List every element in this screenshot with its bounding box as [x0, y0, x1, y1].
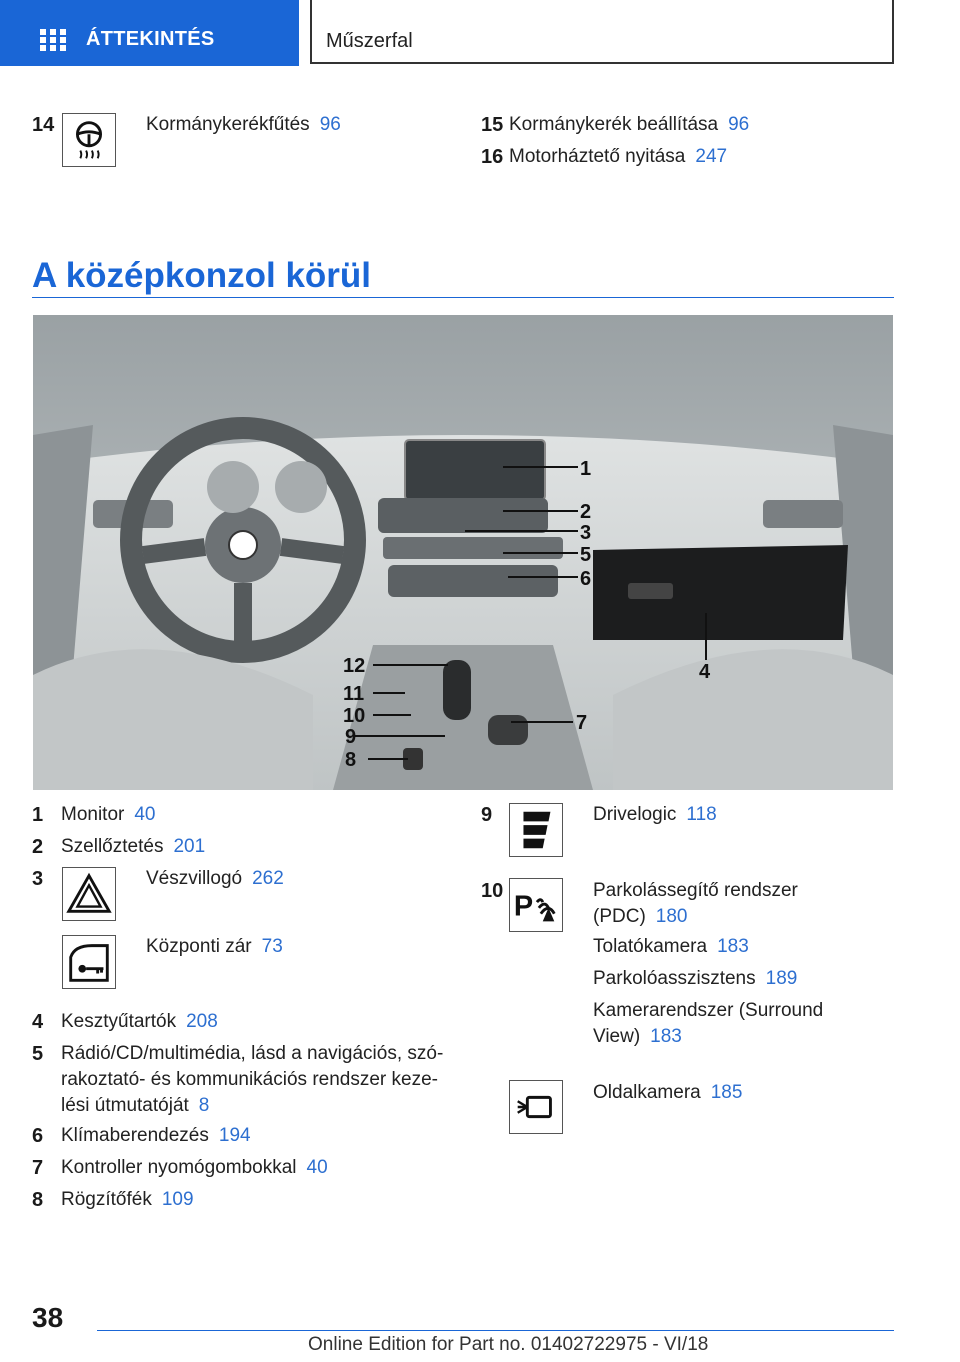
item-label — [146, 866, 284, 892]
item-number: 10 — [481, 880, 504, 902]
callout-label: 7 — [576, 712, 588, 734]
item-text-line: lési útmutatóját — [61, 1095, 189, 1116]
edition-text: Online Edition for Part no. 01402722975 - VI/18 — [308, 1334, 709, 1355]
page-ref-link[interactable]: 183 — [717, 936, 749, 957]
item-label — [61, 1187, 194, 1213]
item-label — [593, 802, 717, 828]
item-text: Drivelogic — [593, 804, 677, 825]
item-label — [593, 966, 797, 992]
callout-label: 6 — [580, 568, 592, 590]
callout-label: 12 — [343, 655, 366, 677]
page-ref-link[interactable]: 180 — [655, 906, 688, 927]
footer-divider — [97, 1330, 894, 1331]
page-number: 38 — [32, 1302, 64, 1333]
callout-label: 9 — [345, 726, 357, 748]
page-ref-link[interactable]: 185 — [710, 1082, 743, 1103]
heated-steering-wheel-icon — [62, 113, 116, 167]
item-text-line: rakoztató- és kommunikációs rendszer keze- — [61, 1069, 438, 1090]
item-label — [146, 934, 283, 960]
item-label — [61, 834, 205, 860]
item-text-line: (PDC) — [593, 906, 646, 927]
item-text-line: Parkolássegítő rendszer — [593, 880, 798, 901]
drivelogic-icon — [509, 803, 563, 857]
item-label — [509, 112, 749, 138]
item-number: 9 — [481, 804, 493, 826]
page-ref-link[interactable]: 262 — [252, 868, 284, 889]
item-text: Kormánykerék beállítása — [509, 114, 719, 135]
item-label — [593, 998, 823, 1050]
item-text: Kontroller nyomógombokkal — [61, 1157, 297, 1178]
central-lock-icon — [62, 935, 116, 989]
item-number: 3 — [32, 868, 44, 890]
page-ref-link[interactable]: 8 — [198, 1095, 210, 1116]
callout-label: 4 — [699, 661, 711, 683]
section-title: A középkonzol körül — [32, 256, 372, 295]
item-text-line: Rádió/CD/multimédia, lásd a navigációs, szó- — [61, 1043, 444, 1064]
section-label: ÁTTEKINTÉS — [86, 28, 215, 50]
item-number: 2 — [32, 836, 44, 858]
callout-label: 10 — [343, 705, 366, 727]
page-ref-link[interactable]: 183 — [650, 1026, 682, 1047]
page-ref-link[interactable]: 208 — [186, 1011, 218, 1032]
page-ref-link[interactable]: 73 — [261, 936, 283, 957]
page-ref-link[interactable]: 96 — [319, 114, 341, 135]
item-number: 4 — [32, 1011, 44, 1033]
chapter-label: Műszerfal — [326, 30, 413, 52]
item-number: 8 — [32, 1189, 44, 1211]
item-text: Központi zár — [146, 936, 252, 957]
item-text: Kormánykerékfűtés — [146, 114, 310, 135]
item-text: Oldalkamera — [593, 1082, 701, 1103]
item-number: 5 — [32, 1043, 44, 1065]
page-ref-link[interactable]: 96 — [728, 114, 750, 135]
page-ref-link[interactable]: 201 — [173, 836, 206, 857]
page-ref-link[interactable]: 194 — [218, 1125, 251, 1146]
callout-label: 5 — [580, 544, 592, 566]
item-number: 14 — [32, 114, 55, 136]
cockpit-illustration — [33, 315, 893, 790]
callout-label: 1 — [580, 458, 592, 480]
item-number: 7 — [32, 1157, 44, 1179]
item-label — [61, 1009, 218, 1035]
item-text: Klímaberendezés — [61, 1125, 209, 1146]
page-ref-link[interactable]: 118 — [686, 804, 717, 825]
page-ref-link[interactable]: 189 — [765, 968, 798, 989]
pdc-icon — [509, 878, 563, 932]
item-text: Szellőztetés — [61, 836, 164, 857]
callout-label: 8 — [345, 749, 357, 771]
svg-text:P: P — [513, 890, 534, 923]
page-ref-link[interactable]: 40 — [134, 804, 156, 825]
item-text: Motorháztető nyitása — [509, 146, 686, 167]
item-label — [61, 802, 156, 828]
page-ref-link[interactable]: 247 — [695, 146, 728, 167]
item-label — [61, 1041, 443, 1119]
page-ref-link[interactable]: 109 — [161, 1189, 194, 1210]
item-text: Tolatókamera — [593, 936, 708, 957]
section-tab[interactable] — [0, 0, 299, 66]
item-text-line: View) — [593, 1026, 641, 1047]
item-text-line: Kamerarendszer (Surround — [593, 1000, 824, 1021]
item-text: Kesztyűtartók — [61, 1011, 177, 1032]
page-ref-link[interactable]: 40 — [306, 1157, 328, 1178]
item-number: 16 — [481, 146, 504, 168]
grid-menu-icon — [40, 29, 66, 51]
item-label — [61, 1123, 251, 1149]
item-label — [509, 144, 727, 170]
callout-label: 11 — [343, 683, 365, 705]
chapter-tab[interactable] — [310, 0, 894, 64]
item-label — [593, 934, 749, 960]
section-divider — [32, 297, 894, 298]
side-camera-icon — [509, 1080, 563, 1134]
hazard-warning-icon — [62, 867, 116, 921]
item-text: Monitor — [61, 804, 125, 825]
item-label — [593, 878, 798, 930]
item-number: 15 — [481, 114, 504, 136]
item-text: Parkolóasszisztens — [593, 968, 756, 989]
item-label — [593, 1080, 742, 1106]
item-text: Vészvillogó — [146, 868, 243, 889]
item-text: Rögzítőfék — [61, 1189, 152, 1210]
item-number: 6 — [32, 1125, 44, 1147]
item-label — [61, 1155, 328, 1181]
item-label — [146, 112, 341, 138]
item-number: 1 — [32, 804, 44, 826]
callout-label: 2 — [580, 501, 592, 523]
callout-label: 3 — [580, 522, 592, 544]
